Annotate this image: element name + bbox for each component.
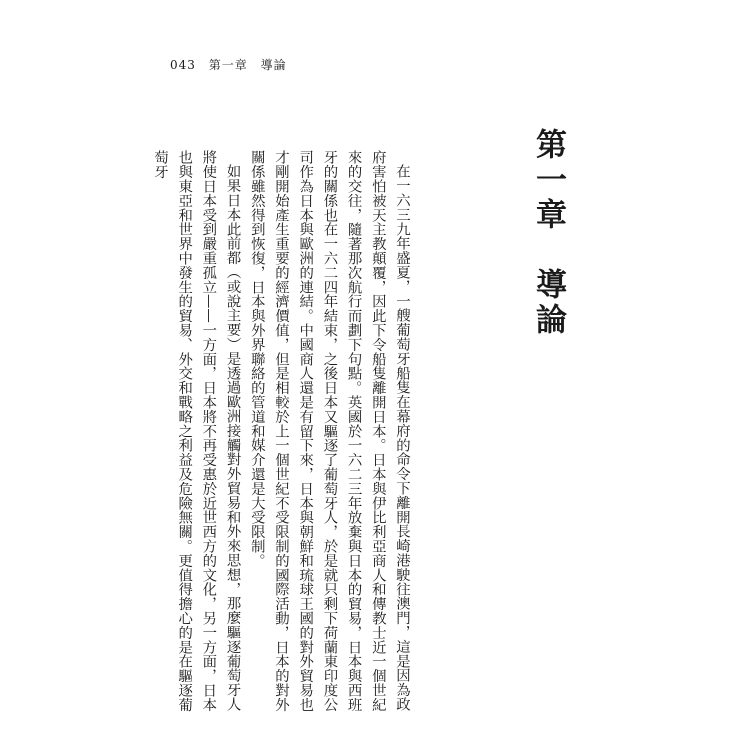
paragraph-2: 如果日本此前都（或說主要）是透過歐洲接觸對外貿易和外來思想，那麼驅逐葡萄牙人將使日本受到嚴重孤立——一方面，日本將不再受惠於近世西方的文化，另一方面，日本也與東亞和世界中發生的貿易、外交和戰略之利益及危險無關。更值得擔心的是在驅逐葡萄牙 (151, 150, 241, 712)
body-text (151, 150, 414, 712)
page-number: 043 (170, 58, 196, 72)
chapter-heading: 第一章 導論 (530, 128, 566, 338)
header-title: 導論 (260, 58, 287, 72)
paragraph-1: 在一六三九年盛夏，一艘葡萄牙船隻在幕府的命令下離開長崎港駛往澳門，這是因為政府害怕被天主教顛覆，因此下令船隻離開日本。日本與伊比利亞商人和傳教士近一個世紀來的交往，隨著那次航行而劃下句點。英國於一六二三年放棄與日本的貿易，日本與西班牙的關係也在一六二四年結束，之後日本又驅逐了葡萄牙人，於是就只剩下荷蘭東印度公司作為日本與歐洲的連結。中國商人還是有留下來，日本與朝鮮和琉球王國的對外貿易也才剛開始產生重要的經濟價值，但是相較於上一個世紀不受限制的國際活動，日本的對外關係雖然得到恢復，日本與外界聯絡的管道和媒介還是大受限制。 (248, 150, 410, 712)
running-header (170, 56, 295, 73)
header-chapter: 第一章 (208, 58, 248, 72)
